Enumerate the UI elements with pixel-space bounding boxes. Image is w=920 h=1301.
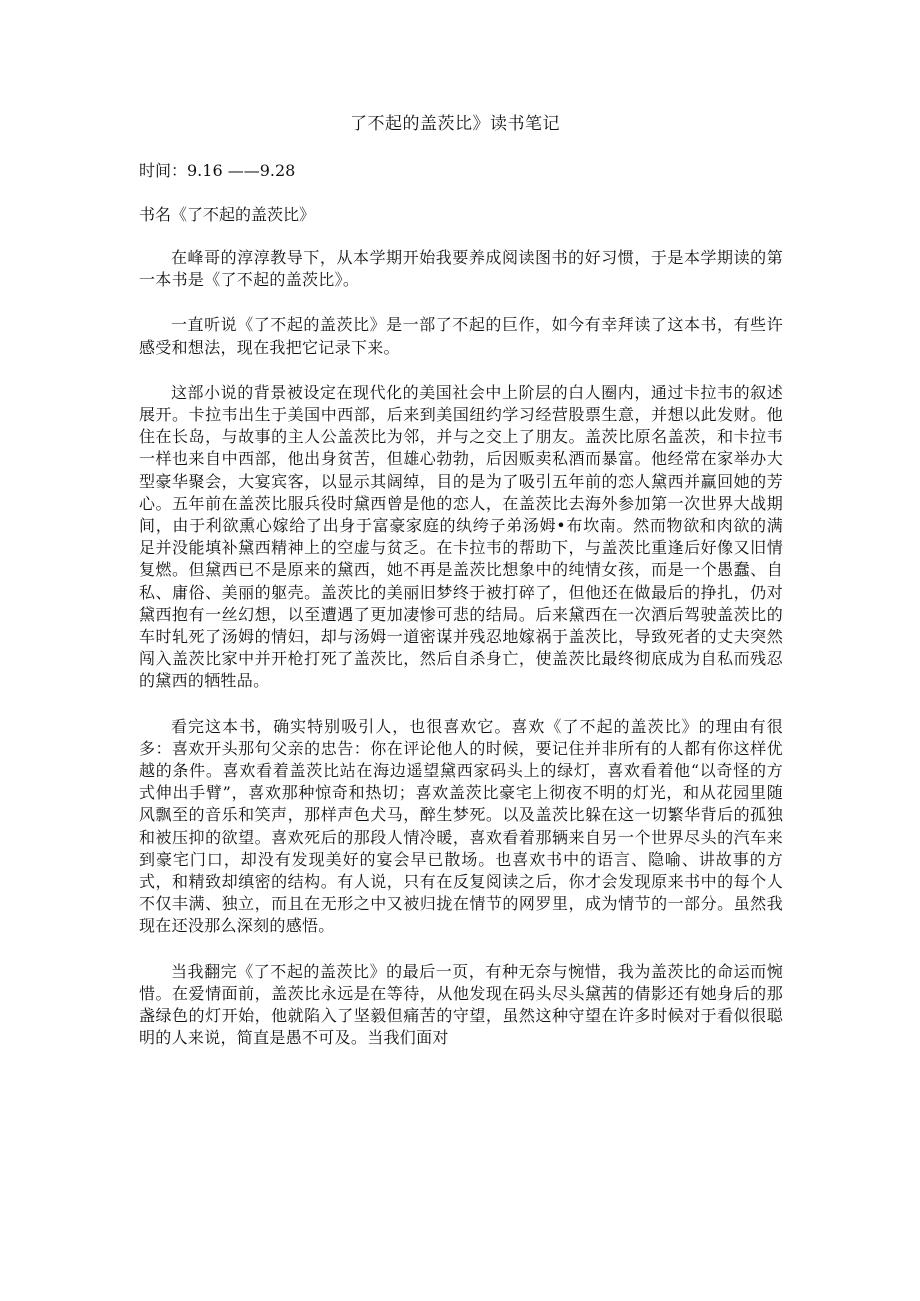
paragraph-reflection: 当我翻完《了不起的盖茨比》的最后一页，有种无奈与惋惜，我为盖茨比的命运而惋惜。在爱情面前，盖茨比永远是在等待，从他发现在码头尽头黛茜的倩影还有她身后的那盏绿色的灯开始，他就陷入了坚毅但痛苦的守望，虽然这种守望在许多时候对于看似很聪明的人来说，简直是愚不可及。当我们面对 bbox=[139, 961, 783, 1048]
paragraph-plot-summary: 这部小说的背景被设定在现代化的美国社会中上阶层的白人圈内，通过卡拉韦的叙述展开。卡拉韦出生于美国中西部，后来到美国纽约学习经营股票生意，并想以此发财。他住在长岛，与故事的主人公盖茨比为邻，并与之交上了朋友。盖茨比原名盖茨，和卡拉韦一样也来自中西部，他出身贫苦，但雄心勃勃，后因贩卖私酒而暴富。他经常在家举办大型豪华聚会，大宴宾客，以显示其阔绰，目的是为了吸引五年前的恋人黛西并赢回她的芳心。五年前在盖茨比服兵役时黛西曾是他的恋人，在盖茨比去海外参加第一次世界大战期间，由于利欲熏心嫁给了出身于富豪家庭的纨绔子弟汤姆•布坎南。然而物欲和肉欲的满足并没能填补黛西精神上的空虚与贫乏。在卡拉韦的帮助下，与盖茨比重逢后好像又旧情复燃。但黛西已不是原来的黛西，她不再是盖茨比想象中的纯情女孩，而是一个愚蠢、自私、庸俗、美丽的躯壳。盖茨比的美丽旧梦终于被打碎了，但他还在做最后的挣扎，仍对黛西抱有一丝幻想，以至遭遇了更加凄惨可悲的结局。后来黛西在一次酒后驾驶盖茨比的车时轧死了汤姆的情妇，却与汤姆一道密谋并残忍地嫁祸于盖茨比，导致死者的丈夫突然闯入盖茨比家中并开枪打死了盖茨比，然后自杀身亡，使盖茨比最终彻底成为自私而残忍的黛西的牺牲品。 bbox=[139, 382, 783, 691]
reading-period: 时间：9.16 ——9.28 bbox=[139, 161, 296, 180]
book-title-line: 书名《了不起的盖茨比》 bbox=[139, 205, 316, 224]
document-body bbox=[139, 247, 783, 1073]
document-title: 了不起的盖茨比》读书笔记 bbox=[350, 114, 560, 134]
paragraph-likes: 看完这本书，确实特别吸引人，也很喜欢它。喜欢《了不起的盖茨比》的理由有很多：喜欢开头那句父亲的忠告：你在评论他人的时候，要记住并非所有的人都有你这样优越的条件。喜欢看着盖茨比站在海边遥望黛西家码头上的绿灯，喜欢看着他“以奇怪的方式伸出手臂”，喜欢那种惊奇和热切；喜欢盖茨比豪宅上彻夜不明的灯光，和从花园里随风飘至的音乐和笑声，那样声色犬马，醉生梦死。以及盖茨比躲在这一切繁华背后的孤独和被压抑的欲望。喜欢死后的那段人情冷暖，喜欢看着那辆来自另一个世界尽头的汽车来到豪宅门口，却没有发现美好的宴会早已散场。也喜欢书中的语言、隐喻、讲故事的方式，和精致却缜密的结构。有人说，只有在反复阅读之后，你才会发现原来书中的每个人不仅丰满、独立，而且在无形之中又被归拢在情节的网罗里，成为情节的一部分。虽然我现在还没那么深刻的感悟。 bbox=[139, 716, 783, 936]
paragraph-intro: 在峰哥的淳淳教导下，从本学期开始我要养成阅读图书的好习惯，于是本学期读的第一本书是《了不起的盖茨比》。 bbox=[139, 248, 783, 290]
paragraph-motivation: 一直听说《了不起的盖茨比》是一部了不起的巨作，如今有幸拜读了这本书，有些许感受和想法，现在我把它记录下来。 bbox=[139, 315, 783, 357]
